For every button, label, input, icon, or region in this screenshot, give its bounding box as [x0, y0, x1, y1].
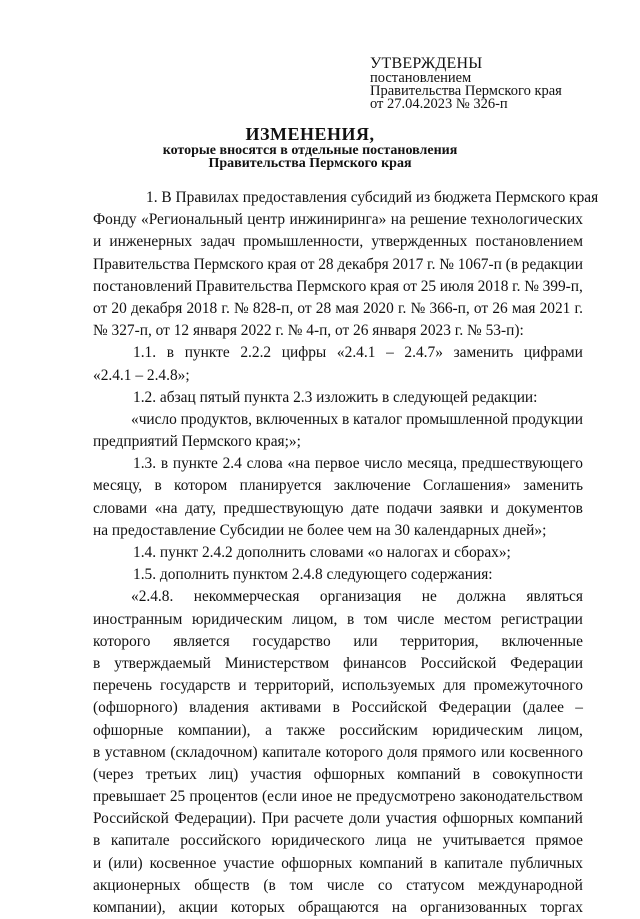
approval-line-government: Правительства Пермского края	[370, 83, 562, 99]
body-line: Фонду «Региональный центр инжиниринга» на решение технологических	[93, 211, 583, 229]
body-line: иностранным юридическим лицом, в том числе местом регистрации	[93, 610, 583, 628]
body-line: 1.3. в пункте 2.4 слова «на первое число месяца, предшествующего	[133, 455, 583, 473]
body-line: в утверждаемый Министерством финансов Российской Федерации	[93, 654, 583, 672]
body-line: и инженерных задач промышленности, утвержденных постановлением	[93, 233, 583, 251]
body-line: 1.5. дополнить пунктом 2.4.8 следующего содержания:	[133, 566, 493, 584]
body-line: словами «на дату, предшествующую дате подачи заявки и документов	[93, 499, 583, 517]
body-line: в капитале российского юридического лица не учитывается прямое	[93, 832, 583, 850]
body-line: в уставном (складочном) капитале которого доля прямого или косвенного	[93, 743, 583, 761]
body-line: и (или) косвенное участие офшорных компаний в капитале публичных	[93, 854, 583, 872]
body-line: предприятий Пермского края;»;	[93, 433, 301, 451]
body-line: превышает 25 процентов (если иное не предусмотрено законодательством	[93, 788, 583, 806]
approval-line-resolution: постановлением	[370, 70, 472, 86]
heading-subtitle-1: которые вносятся в отдельные постановления	[162, 143, 458, 158]
body-line: компании), акции которых обращаются на организованных торгах	[93, 899, 583, 916]
approval-stamp	[370, 55, 610, 111]
body-line: перечень государств и территорий, используемых для промежуточного	[93, 677, 583, 695]
body-line: которого является государство или территория, включенные	[93, 632, 583, 650]
document-heading	[90, 124, 530, 170]
body-line: 1.1. в пункте 2.2.2 цифры «2.4.1 – 2.4.7» заменить цифрами	[133, 344, 583, 362]
approved-title: УТВЕРЖДЕНЫ	[370, 55, 483, 72]
body-line: 1.2. абзац пятый пункта 2.3 изложить в следующей редакции:	[133, 388, 538, 406]
body-line: акционерных обществ (в том числе со статусом международной	[93, 876, 583, 894]
body-line: № 327-п, от 12 января 2022 г. № 4-п, от 26 января 2023 г. № 53-п):	[93, 322, 524, 340]
body-line: месяцу, в котором планируется заключение Соглашения» заменить	[93, 477, 583, 495]
heading-title: ИЗМЕНЕНИЯ,	[245, 124, 375, 144]
body-line: на предоставление Субсидии не более чем на 30 календарных дней»;	[93, 521, 547, 539]
body-line: постановлений Правительства Пермского края от 25 июля 2018 г. № 399-п,	[93, 277, 583, 295]
body-line: (через третьих лиц) участия офшорных компаний в совокупности	[93, 765, 583, 783]
document-body	[93, 187, 599, 919]
body-line: «2.4.1 – 2.4.8»;	[93, 366, 190, 384]
body-line: Правительства Пермского края от 28 декабря 2017 г. № 1067-п (в редакции	[93, 255, 583, 273]
body-line: офшорные компании), а также российским юридическим лицом,	[93, 721, 583, 739]
heading-subtitle-2: Правительства Пермского края	[208, 156, 412, 171]
body-line: «2.4.8. некоммерческая организация не должна являться	[131, 588, 583, 606]
body-line: 1. В Правилах предоставления субсидий из бюджета Пермского края	[146, 189, 599, 206]
body-line: (офшорного) владения активами в Российской Федерации (далее –	[93, 699, 583, 717]
approval-line-date-number: от 27.04.2023 № 326-п	[370, 96, 508, 112]
body-line: Российской Федерации). При расчете доли участия офшорных компаний	[93, 810, 583, 828]
body-line: от 20 декабря 2018 г. № 828-п, от 28 мая 2020 г. № 366-п, от 26 мая 2021 г.	[93, 299, 583, 317]
body-line: «число продуктов, включенных в каталог промышленной продукции	[131, 410, 583, 428]
body-line: 1.4. пункт 2.4.2 дополнить словами «о налогах и сборах»;	[133, 544, 511, 561]
